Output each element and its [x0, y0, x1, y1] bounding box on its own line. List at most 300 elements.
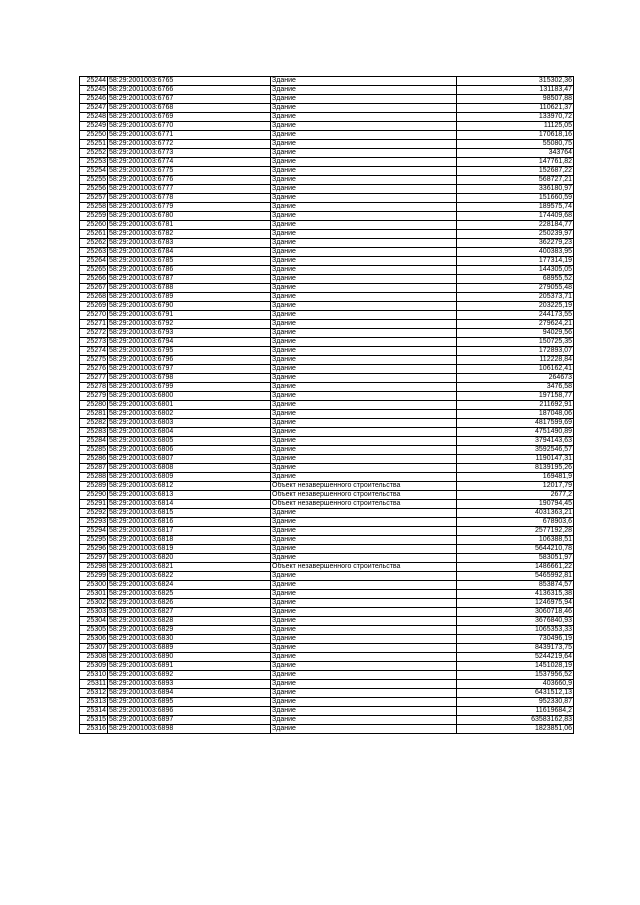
row-number-cell: 25299	[80, 572, 108, 581]
cadastral-value-cell: 853874,57	[457, 581, 574, 590]
cadastral-number-cell: 58:29:2001003:6797	[108, 365, 271, 374]
table-row	[80, 590, 574, 599]
row-number-cell: 25302	[80, 599, 108, 608]
object-type-cell: Объект незавершенного строительства	[271, 491, 457, 500]
cadastral-number-cell: 58:29:2001003:6771	[108, 131, 271, 140]
object-type-cell: Объект незавершенного строительства	[271, 482, 457, 491]
cadastral-number-cell: 58:29:2001003:6891	[108, 662, 271, 671]
row-number-cell: 25288	[80, 473, 108, 482]
row-number-cell: 25296	[80, 545, 108, 554]
table-row	[80, 176, 574, 185]
row-number-cell: 25286	[80, 455, 108, 464]
row-number-cell: 25287	[80, 464, 108, 473]
cadastral-number-cell: 58:29:2001003:6820	[108, 554, 271, 563]
cadastral-value-cell: 189575,74	[457, 203, 574, 212]
table-row	[80, 140, 574, 149]
table-row	[80, 500, 574, 509]
table-row	[80, 491, 574, 500]
row-number-cell: 25258	[80, 203, 108, 212]
cadastral-number-cell: 58:29:2001003:6786	[108, 266, 271, 275]
cadastral-number-cell: 58:29:2001003:6777	[108, 185, 271, 194]
object-type-cell: Здание	[271, 401, 457, 410]
cadastral-value-cell: 98507,88	[457, 95, 574, 104]
cadastral-number-cell: 58:29:2001003:6821	[108, 563, 271, 572]
cadastral-number-cell: 58:29:2001003:6781	[108, 221, 271, 230]
table-row	[80, 302, 574, 311]
object-type-cell: Здание	[271, 149, 457, 158]
table-row	[80, 572, 574, 581]
row-number-cell: 25272	[80, 329, 108, 338]
cadastral-value-cell: 1246975,94	[457, 599, 574, 608]
cadastral-value-cell: 730496,19	[457, 635, 574, 644]
cadastral-number-cell: 58:29:2001003:6789	[108, 293, 271, 302]
object-type-cell: Здание	[271, 518, 457, 527]
table-row	[80, 671, 574, 680]
cadastral-value-cell: 152687,22	[457, 167, 574, 176]
cadastral-value-cell: 4751490,89	[457, 428, 574, 437]
cadastral-number-cell: 58:29:2001003:6818	[108, 536, 271, 545]
table-row	[80, 86, 574, 95]
object-type-cell: Здание	[271, 266, 457, 275]
object-type-cell: Здание	[271, 599, 457, 608]
cadastral-number-cell: 58:29:2001003:6803	[108, 419, 271, 428]
object-type-cell: Здание	[271, 698, 457, 707]
table-row	[80, 122, 574, 131]
object-type-cell: Здание	[271, 662, 457, 671]
row-number-cell: 25274	[80, 347, 108, 356]
row-number-cell: 25265	[80, 266, 108, 275]
cadastral-value-cell: 203225,19	[457, 302, 574, 311]
cadastral-number-cell: 58:29:2001003:6896	[108, 707, 271, 716]
cadastral-value-cell: 2577192,28	[457, 527, 574, 536]
row-number-cell: 25273	[80, 338, 108, 347]
cadastral-number-cell: 58:29:2001003:6795	[108, 347, 271, 356]
table-row	[80, 554, 574, 563]
row-number-cell: 25310	[80, 671, 108, 680]
row-number-cell: 25307	[80, 644, 108, 653]
table-row	[80, 248, 574, 257]
cadastral-number-cell: 58:29:2001003:6791	[108, 311, 271, 320]
table-row	[80, 347, 574, 356]
object-type-cell: Здание	[271, 86, 457, 95]
row-number-cell: 25293	[80, 518, 108, 527]
row-number-cell: 25270	[80, 311, 108, 320]
table-row	[80, 680, 574, 689]
row-number-cell: 25253	[80, 158, 108, 167]
object-type-cell: Здание	[271, 545, 457, 554]
cadastral-number-cell: 58:29:2001003:6772	[108, 140, 271, 149]
cadastral-value-cell: 1451028,19	[457, 662, 574, 671]
cadastral-number-cell: 58:29:2001003:6819	[108, 545, 271, 554]
cadastral-number-cell: 58:29:2001003:6783	[108, 239, 271, 248]
cadastral-value-cell: 279055,48	[457, 284, 574, 293]
table-row	[80, 158, 574, 167]
row-number-cell: 25289	[80, 482, 108, 491]
table-row	[80, 653, 574, 662]
row-number-cell: 25295	[80, 536, 108, 545]
table-row	[80, 608, 574, 617]
cadastral-number-cell: 58:29:2001003:6792	[108, 320, 271, 329]
table-row	[80, 383, 574, 392]
cadastral-value-cell: 150725,35	[457, 338, 574, 347]
row-number-cell: 25281	[80, 410, 108, 419]
cadastral-value-cell: 6431512,13	[457, 689, 574, 698]
row-number-cell: 25279	[80, 392, 108, 401]
cadastral-value-cell: 110621,37	[457, 104, 574, 113]
cadastral-number-cell: 58:29:2001003:6768	[108, 104, 271, 113]
cadastral-value-cell: 1190147,31	[457, 455, 574, 464]
object-type-cell: Здание	[271, 320, 457, 329]
table-row	[80, 644, 574, 653]
row-number-cell: 25275	[80, 356, 108, 365]
object-type-cell: Здание	[271, 212, 457, 221]
row-number-cell: 25245	[80, 86, 108, 95]
cadastral-number-cell: 58:29:2001003:6897	[108, 716, 271, 725]
object-type-cell: Здание	[271, 437, 457, 446]
row-number-cell: 25248	[80, 113, 108, 122]
row-number-cell: 25264	[80, 257, 108, 266]
object-type-cell: Здание	[271, 194, 457, 203]
object-type-cell: Здание	[271, 140, 457, 149]
object-type-cell: Здание	[271, 302, 457, 311]
cadastral-value-cell: 244173,55	[457, 311, 574, 320]
cadastral-value-cell: 952330,87	[457, 698, 574, 707]
object-type-cell: Здание	[271, 221, 457, 230]
cadastral-value-cell: 151660,59	[457, 194, 574, 203]
row-number-cell: 25267	[80, 284, 108, 293]
cadastral-number-cell: 58:29:2001003:6815	[108, 509, 271, 518]
table-row	[80, 464, 574, 473]
object-type-cell: Здание	[271, 239, 457, 248]
cadastral-value-cell: 63583162,83	[457, 716, 574, 725]
table-row	[80, 203, 574, 212]
row-number-cell: 25294	[80, 527, 108, 536]
row-number-cell: 25314	[80, 707, 108, 716]
object-type-cell: Здание	[271, 671, 457, 680]
cadastral-number-cell: 58:29:2001003:6778	[108, 194, 271, 203]
table-row	[80, 311, 574, 320]
object-type-cell: Здание	[271, 725, 457, 734]
cadastral-value-cell: 112228,84	[457, 356, 574, 365]
cadastral-number-cell: 58:29:2001003:6816	[108, 518, 271, 527]
object-type-cell: Здание	[271, 284, 457, 293]
object-type-cell: Здание	[271, 293, 457, 302]
cadastral-number-cell: 58:29:2001003:6776	[108, 176, 271, 185]
cadastral-value-cell: 3060718,46	[457, 608, 574, 617]
object-type-cell: Здание	[271, 626, 457, 635]
cadastral-number-cell: 58:29:2001003:6765	[108, 77, 271, 86]
object-type-cell: Здание	[271, 590, 457, 599]
table-row	[80, 716, 574, 725]
object-type-cell: Здание	[271, 383, 457, 392]
object-type-cell: Здание	[271, 572, 457, 581]
cadastral-value-cell: 131183,47	[457, 86, 574, 95]
cadastral-number-cell: 58:29:2001003:6830	[108, 635, 271, 644]
object-type-cell: Здание	[271, 329, 457, 338]
cadastral-value-cell: 1065353,33	[457, 626, 574, 635]
row-number-cell: 25282	[80, 419, 108, 428]
row-number-cell: 25291	[80, 500, 108, 509]
object-type-cell: Здание	[271, 419, 457, 428]
row-number-cell: 25303	[80, 608, 108, 617]
cadastral-number-cell: 58:29:2001003:6784	[108, 248, 271, 257]
cadastral-value-cell: 583051,97	[457, 554, 574, 563]
table-row	[80, 401, 574, 410]
cadastral-value-cell: 8439173,75	[457, 644, 574, 653]
object-type-cell: Здание	[271, 617, 457, 626]
row-number-cell: 25246	[80, 95, 108, 104]
table-row	[80, 221, 574, 230]
table-row	[80, 95, 574, 104]
row-number-cell: 25266	[80, 275, 108, 284]
cadastral-number-cell: 58:29:2001003:6808	[108, 464, 271, 473]
object-type-cell: Здание	[271, 554, 457, 563]
cadastral-value-cell: 12017,79	[457, 482, 574, 491]
row-number-cell: 25305	[80, 626, 108, 635]
cadastral-value-cell: 568727,21	[457, 176, 574, 185]
cadastral-value-cell: 2677,2	[457, 491, 574, 500]
cadastral-value-cell: 133970,72	[457, 113, 574, 122]
cadastral-number-cell: 58:29:2001003:6788	[108, 284, 271, 293]
row-number-cell: 25297	[80, 554, 108, 563]
cadastral-number-cell: 58:29:2001003:6825	[108, 590, 271, 599]
cadastral-value-cell: 3794143,63	[457, 437, 574, 446]
cadastral-number-cell: 58:29:2001003:6827	[108, 608, 271, 617]
cadastral-value-cell: 106162,41	[457, 365, 574, 374]
row-number-cell: 25260	[80, 221, 108, 230]
cadastral-value-cell: 1537956,52	[457, 671, 574, 680]
object-type-cell: Здание	[271, 392, 457, 401]
cadastral-number-cell: 58:29:2001003:6889	[108, 644, 271, 653]
table-row	[80, 509, 574, 518]
cadastral-value-cell: 169481,9	[457, 473, 574, 482]
row-number-cell: 25261	[80, 230, 108, 239]
row-number-cell: 25306	[80, 635, 108, 644]
row-number-cell: 25244	[80, 77, 108, 86]
object-type-cell: Здание	[271, 689, 457, 698]
table-row	[80, 275, 574, 284]
cadastral-value-cell: 5244219,64	[457, 653, 574, 662]
table-row	[80, 266, 574, 275]
object-type-cell: Здание	[271, 527, 457, 536]
cadastral-number-cell: 58:29:2001003:6770	[108, 122, 271, 131]
row-number-cell: 25268	[80, 293, 108, 302]
cadastral-number-cell: 58:29:2001003:6828	[108, 617, 271, 626]
object-type-cell: Здание	[271, 122, 457, 131]
table-row	[80, 482, 574, 491]
cadastral-number-cell: 58:29:2001003:6829	[108, 626, 271, 635]
object-type-cell: Здание	[271, 167, 457, 176]
row-number-cell: 25285	[80, 446, 108, 455]
cadastral-value-cell: 147761,82	[457, 158, 574, 167]
cadastral-value-cell: 187048,06	[457, 410, 574, 419]
cadastral-value-cell: 4031363,21	[457, 509, 574, 518]
cadastral-value-cell: 190794,45	[457, 500, 574, 509]
cadastral-number-cell: 58:29:2001003:6787	[108, 275, 271, 284]
cadastral-number-cell: 58:29:2001003:6799	[108, 383, 271, 392]
object-type-cell: Здание	[271, 248, 457, 257]
cadastral-number-cell: 58:29:2001003:6779	[108, 203, 271, 212]
table-row	[80, 113, 574, 122]
cadastral-value-cell: 3676840,93	[457, 617, 574, 626]
table-row	[80, 725, 574, 734]
table-row	[80, 698, 574, 707]
row-number-cell: 25284	[80, 437, 108, 446]
row-number-cell: 25301	[80, 590, 108, 599]
cadastral-number-cell: 58:29:2001003:6805	[108, 437, 271, 446]
cadastral-value-table	[79, 76, 574, 734]
table-row	[80, 392, 574, 401]
row-number-cell: 25298	[80, 563, 108, 572]
row-number-cell: 25276	[80, 365, 108, 374]
cadastral-number-cell: 58:29:2001003:6785	[108, 257, 271, 266]
object-type-cell: Здание	[271, 113, 457, 122]
table-row	[80, 284, 574, 293]
object-type-cell: Здание	[271, 131, 457, 140]
table-row	[80, 635, 574, 644]
object-type-cell: Здание	[271, 347, 457, 356]
table-row	[80, 329, 574, 338]
object-type-cell: Объект незавершенного строительства	[271, 563, 457, 572]
row-number-cell: 25277	[80, 374, 108, 383]
row-number-cell: 25259	[80, 212, 108, 221]
cadastral-value-cell: 106388,51	[457, 536, 574, 545]
table-row	[80, 374, 574, 383]
cadastral-value-cell: 68955,52	[457, 275, 574, 284]
table-row	[80, 212, 574, 221]
table-row	[80, 320, 574, 329]
row-number-cell: 25280	[80, 401, 108, 410]
cadastral-number-cell: 58:29:2001003:6796	[108, 356, 271, 365]
object-type-cell: Здание	[271, 428, 457, 437]
object-type-cell: Здание	[271, 716, 457, 725]
cadastral-value-cell: 4136315,38	[457, 590, 574, 599]
cadastral-number-cell: 58:29:2001003:6775	[108, 167, 271, 176]
cadastral-value-cell: 403660,9	[457, 680, 574, 689]
row-number-cell: 25316	[80, 725, 108, 734]
cadastral-value-cell: 55080,75	[457, 140, 574, 149]
table-row	[80, 185, 574, 194]
table-row	[80, 518, 574, 527]
cadastral-number-cell: 58:29:2001003:6802	[108, 410, 271, 419]
row-number-cell: 25312	[80, 689, 108, 698]
row-number-cell: 25251	[80, 140, 108, 149]
cadastral-value-cell: 5465992,81	[457, 572, 574, 581]
cadastral-number-cell: 58:29:2001003:6822	[108, 572, 271, 581]
cadastral-value-cell: 678903,6	[457, 518, 574, 527]
row-number-cell: 25309	[80, 662, 108, 671]
row-number-cell: 25257	[80, 194, 108, 203]
row-number-cell: 25249	[80, 122, 108, 131]
object-type-cell: Здание	[271, 473, 457, 482]
table-row	[80, 194, 574, 203]
cadastral-number-cell: 58:29:2001003:6798	[108, 374, 271, 383]
cadastral-value-cell: 170618,16	[457, 131, 574, 140]
cadastral-value-cell: 228184,77	[457, 221, 574, 230]
cadastral-number-cell: 58:29:2001003:6806	[108, 446, 271, 455]
cadastral-value-cell: 250239,97	[457, 230, 574, 239]
cadastral-value-cell: 400383,95	[457, 248, 574, 257]
cadastral-number-cell: 58:29:2001003:6793	[108, 329, 271, 338]
table-row	[80, 149, 574, 158]
table-row	[80, 662, 574, 671]
row-number-cell: 25254	[80, 167, 108, 176]
cadastral-value-cell: 264673	[457, 374, 574, 383]
table-row	[80, 527, 574, 536]
cadastral-number-cell: 58:29:2001003:6894	[108, 689, 271, 698]
object-type-cell: Здание	[271, 176, 457, 185]
table-row	[80, 257, 574, 266]
row-number-cell: 25269	[80, 302, 108, 311]
cadastral-number-cell: 58:29:2001003:6767	[108, 95, 271, 104]
cadastral-number-cell: 58:29:2001003:6804	[108, 428, 271, 437]
cadastral-value-cell: 4817599,69	[457, 419, 574, 428]
cadastral-value-cell: 343764	[457, 149, 574, 158]
cadastral-value-cell: 1823851,06	[457, 725, 574, 734]
object-type-cell: Здание	[271, 365, 457, 374]
object-type-cell: Здание	[271, 356, 457, 365]
cadastral-value-cell: 279624,21	[457, 320, 574, 329]
object-type-cell: Здание	[271, 257, 457, 266]
row-number-cell: 25247	[80, 104, 108, 113]
object-type-cell: Здание	[271, 374, 457, 383]
cadastral-number-cell: 58:29:2001003:6826	[108, 599, 271, 608]
cadastral-value-cell: 336180,97	[457, 185, 574, 194]
cadastral-number-cell: 58:29:2001003:6817	[108, 527, 271, 536]
table-row	[80, 410, 574, 419]
cadastral-value-cell: 144305,05	[457, 266, 574, 275]
cadastral-value-cell: 8139195,26	[457, 464, 574, 473]
object-type-cell: Здание	[271, 230, 457, 239]
cadastral-number-cell: 58:29:2001003:6892	[108, 671, 271, 680]
cadastral-number-cell: 58:29:2001003:6773	[108, 149, 271, 158]
object-type-cell: Здание	[271, 653, 457, 662]
row-number-cell: 25283	[80, 428, 108, 437]
row-number-cell: 25250	[80, 131, 108, 140]
table-row	[80, 473, 574, 482]
table-row	[80, 428, 574, 437]
row-number-cell: 25315	[80, 716, 108, 725]
table-row	[80, 167, 574, 176]
table-row	[80, 239, 574, 248]
table-row	[80, 707, 574, 716]
cadastral-number-cell: 58:29:2001003:6774	[108, 158, 271, 167]
object-type-cell: Здание	[271, 95, 457, 104]
table-row	[80, 626, 574, 635]
row-number-cell: 25300	[80, 581, 108, 590]
cadastral-number-cell: 58:29:2001003:6813	[108, 491, 271, 500]
row-number-cell: 25255	[80, 176, 108, 185]
table-row	[80, 338, 574, 347]
cadastral-value-cell: 174409,68	[457, 212, 574, 221]
cadastral-value-cell: 94029,56	[457, 329, 574, 338]
object-type-cell: Здание	[271, 185, 457, 194]
cadastral-number-cell: 58:29:2001003:6812	[108, 482, 271, 491]
table-row	[80, 293, 574, 302]
cadastral-value-cell: 3476,58	[457, 383, 574, 392]
table-row	[80, 104, 574, 113]
cadastral-value-cell: 1486661,22	[457, 563, 574, 572]
cadastral-value-cell: 362279,23	[457, 239, 574, 248]
table-row	[80, 581, 574, 590]
table-row	[80, 230, 574, 239]
cadastral-number-cell: 58:29:2001003:6766	[108, 86, 271, 95]
cadastral-number-cell: 58:29:2001003:6800	[108, 392, 271, 401]
cadastral-number-cell: 58:29:2001003:6782	[108, 230, 271, 239]
cadastral-value-cell: 205373,71	[457, 293, 574, 302]
row-number-cell: 25278	[80, 383, 108, 392]
cadastral-number-cell: 58:29:2001003:6824	[108, 581, 271, 590]
